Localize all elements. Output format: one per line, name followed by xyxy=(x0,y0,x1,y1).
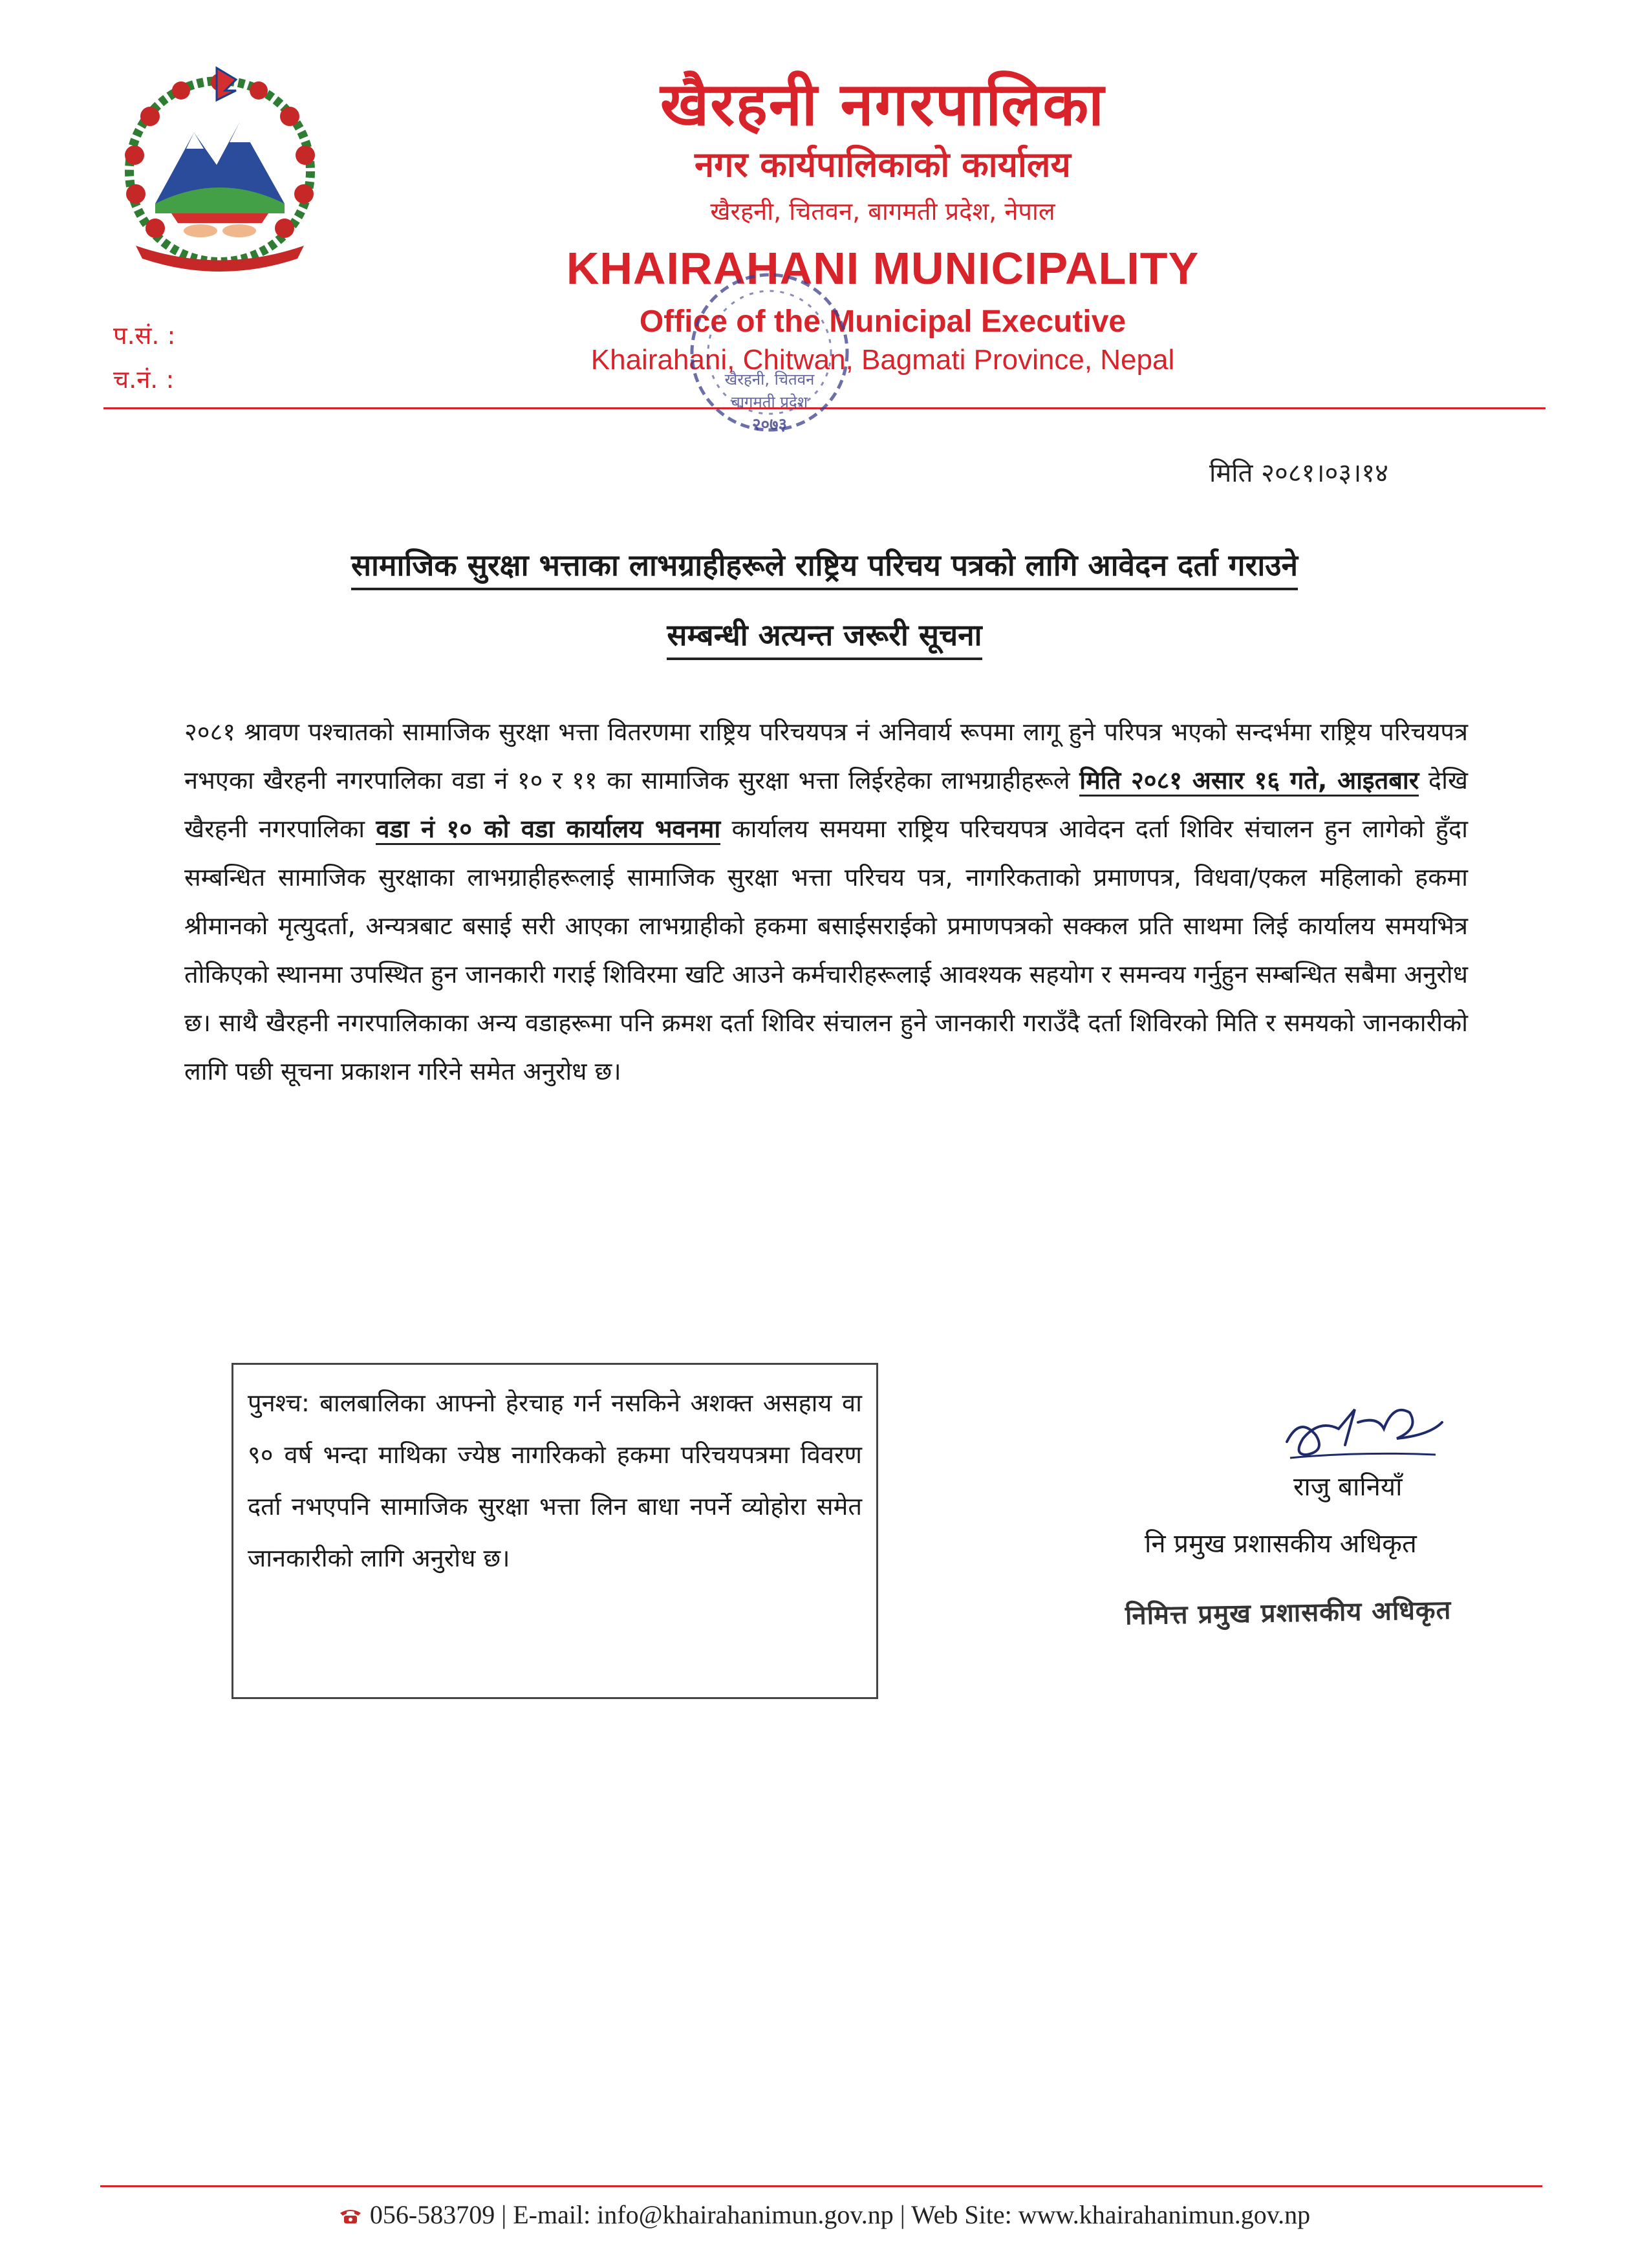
svg-text:बागमती प्रदेश: बागमती प्रदेश xyxy=(731,393,808,411)
notice-body xyxy=(184,708,1468,1096)
office-stamp-icon xyxy=(647,255,892,469)
body-part-3: कार्यालय समयमा राष्ट्रिय परिचयपत्र आवेदन दर्ता शिविर संचालन हुन लागेको हुँदा सम्बन्धित सामाजिक सुरक्षाका लाभग्राहीहरूलाई सामाजिक सुरक्षा भत्ता परिचय पत्र, नागरिकताको प्रमाणपत्र, विधवा/एकल महिलाको हकमा श्रीमानको मृत्युदर्ता, अन्यत्रबाट बसाई सरी आएका लाभग्राहीको हकमा बसाईसराईको प्रमाणपत्रको सक्कल प्रति साथमा लिई कार्यालय समयभित्र तोकिएको स्थानमा उपस्थित हुन जानकारी गराई शिविरमा खटि आउने कर्मचारीहरूलाई आवश्यक सहयोग र समन्वय गर्नुहुन सम्बन्धित सबैमा अनुरोध छ। साथै खैरहनी नगरपालिकाका अन्य वडाहरूमा पनि क्रमश दर्ता शिविर संचालन हुने जानकारी गराउँदै दर्ता शिविरको मिति र समयको जानकारीको लागि पछी सूचना प्रकाशन गरिने समेत अनुरोध छ। xyxy=(184,815,1468,1086)
footer-divider xyxy=(100,2185,1542,2187)
address-english: Khairahani, Chitwan, Bagmati Province, Nepal xyxy=(590,344,1175,376)
body-part-1: २०८१ श्रावण पश्चातको सामाजिक सुरक्षा भत्ता वितरणमा राष्ट्रिय परिचयपत्र नं अनिवार्य रूपमा लागू हुने परिपत्र भएको सन्दर्भमा राष्ट्रिय परिचयपत्र नभएका खैरहनी नगरपालिका वडा नं १० र ११ का सामाजिक सुरक्षा भत्ता लिईरहेका लाभग्राहीहरूले xyxy=(184,718,1468,795)
signatory-seal-stamp: निमित्त प्रमुख प्रशासकीय अधिकृत xyxy=(1125,1595,1452,1631)
footer-contact-text: 056-583709 | E-mail: info@khairahanimun.gov.np | Web Site: www.khairahanimun.gov.np xyxy=(369,2200,1311,2229)
dispatch-number-label: च.नं. : xyxy=(113,365,175,394)
svg-text:खैरहनी, चितवन: खैरहनी, चितवन xyxy=(724,370,815,389)
footer-contact xyxy=(0,2199,1649,2230)
signatory-name: राजु बानियाँ xyxy=(1293,1472,1403,1502)
handwritten-signature-icon xyxy=(1280,1390,1449,1468)
subject-line-2 xyxy=(0,614,1649,654)
subject-line-2-text: सम्बन्धी अत्यन्त जरूरी सूचना xyxy=(667,617,982,660)
telephone-icon xyxy=(339,2208,362,2225)
municipality-name-english: KHAIRAHANI MUNICIPALITY xyxy=(566,243,1200,294)
municipality-name-nepali: खैरहनी नगरपालिका xyxy=(660,70,1105,139)
postscript-text: पुनश्च: बालबालिका आफ्नो हेरचाह गर्न नसकिने अशक्त असहाय वा ९० वर्ष भन्दा माथिका ज्येष्ठ नागरिकको हकमा परिचयपत्रमा विवरण दर्ता नभएपनि सामाजिक सुरक्षा भत्ता लिन बाधा नपर्ने व्योहोरा समेत जानकारीको लागि अनुरोध छ। xyxy=(248,1389,862,1572)
body-part-2: देखि खैरहनी नगरपालिका xyxy=(184,766,1468,843)
body-date-highlight: मिति २०८१ असार १६ गते, आइतबार xyxy=(1079,766,1419,797)
subject-line-1 xyxy=(0,544,1649,584)
reference-number-label: प.सं. : xyxy=(113,321,176,350)
body-venue-highlight: वडा नं १० को वडा कार्यालय भवनमा xyxy=(376,815,720,845)
signatory-title: नि प्रमुख प्रशासकीय अधिकृत xyxy=(1145,1529,1417,1559)
letter-date: मिति २०८१।०३।१४ xyxy=(1209,458,1388,488)
office-name-nepali: नगर कार्यपालिकाको कार्यालय xyxy=(695,144,1071,185)
subject-line-1-text: सामाजिक सुरक्षा भत्ताका लाभग्राहीहरूले राष्ट्रिय परिचय पत्रको लागि आवेदन दर्ता गराउने xyxy=(351,548,1298,590)
svg-text:२०७३: २०७३ xyxy=(751,415,788,434)
office-name-english: Office of the Municipal Executive xyxy=(639,305,1126,339)
address-nepali: खैरहनी, चितवन, बागमती प्रदेश, नेपाल xyxy=(710,197,1055,226)
